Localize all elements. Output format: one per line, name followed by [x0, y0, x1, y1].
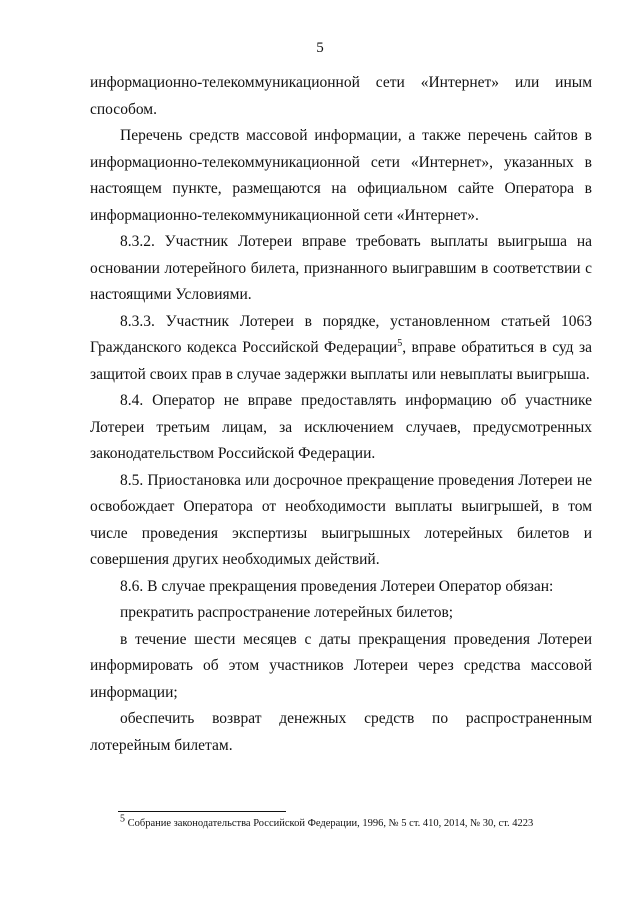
paragraph-8-6: 8.6. В случае прекращения проведения Лотереи Оператор обязан:: [120, 577, 554, 595]
page-number: 5: [316, 40, 324, 56]
list-item-stop-distribution: прекратить распространение лотерейных билетов;: [120, 604, 454, 621]
paragraph-8-3-2: 8.3.2. Участник Лотереи вправе требовать выплаты выигрыша на основании лотерейного билета, признанного выигравшим в соответствии с настоящими Условиями.: [90, 233, 592, 303]
paragraph-media-list: Перечень средств массовой информации, а также перечень сайтов в информационно-телекоммуникационной сети «Интернет», указанных в настоящем пункте, размещаются на официальном сайте Оператора в информационно-телекоммуникационной сети «Интернет».: [90, 127, 592, 224]
paragraph-8-3-3-text: 8.3.3. Участник Лотереи в порядке, установленном статьей 1063 Гражданского кодекса Российской Федерации: [90, 312, 592, 356]
footnote-marker: 5: [120, 813, 125, 825]
footnote-text: Собрание законодательства Российской Федерации, 1996, № 5 ст. 410, 2014, № 30, ст. 4223: [127, 818, 534, 829]
paragraph-8-3-3-text-end: , вправе обратиться в суд за защитой своих прав в случае задержки выплаты или невыплаты выигрыша.: [90, 339, 592, 383]
list-item-inform-participants: в течение шести месяцев с даты прекращения проведения Лотереи информировать об этом участников Лотереи через средства массовой информации;: [90, 630, 592, 701]
footnote: [120, 813, 600, 831]
footnote-divider: [118, 811, 286, 812]
paragraph-8-4: 8.4. Оператор не вправе предоставлять информацию об участнике Лотереи третьим лицам, за исключением случаев, предусмотренных законодательством Российской Федерации.: [90, 392, 592, 462]
paragraph-continuation: информационно-телекоммуникационной сети «Интернет» или иным способом.: [90, 74, 592, 118]
list-item-refund: обеспечить возврат денежных средств по распространенным лотерейным билетам.: [90, 710, 592, 754]
footnote-reference: 5: [397, 337, 403, 349]
paragraph-8-5: 8.5. Приостановка или досрочное прекращение проведения Лотереи не освобождает Оператора от необходимости выплаты выигрышей, в том числе проведения экспертизы выигрышных лотерейных билетов и совершения других необходимых действий.: [90, 471, 592, 568]
paragraph-8-3-3: [90, 309, 592, 389]
document-body: [90, 70, 592, 759]
